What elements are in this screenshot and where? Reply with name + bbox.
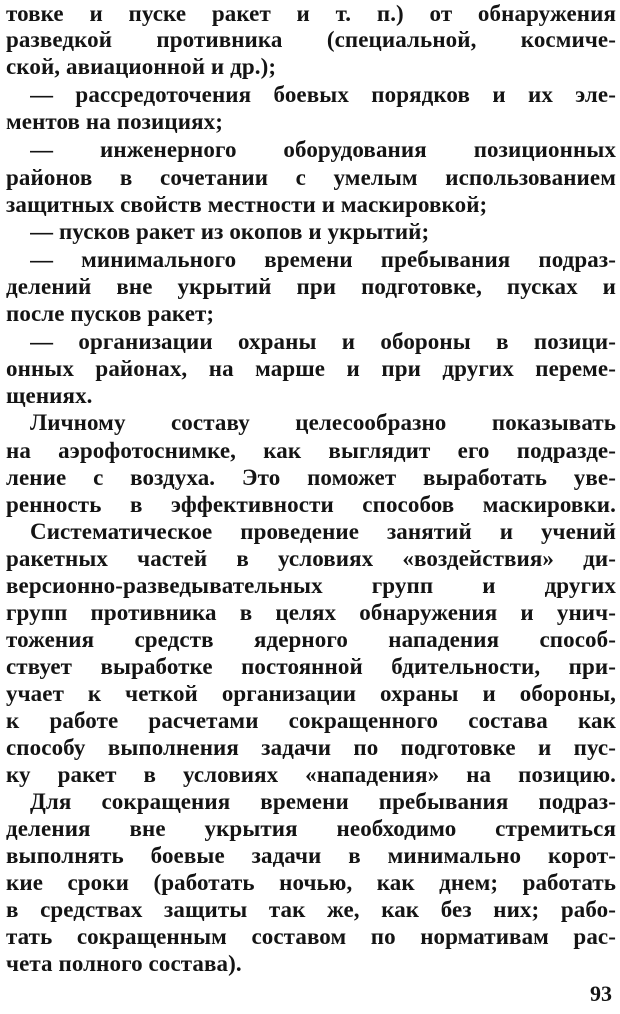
text-line: на аэрофотоснимке, как выглядит его подразде-	[6, 438, 616, 463]
text-line: ствует выработке постоянной бдительности, при-	[6, 654, 616, 679]
text-line: щениях.	[6, 383, 93, 408]
text-line: деления вне укрытия необходимо стремиться	[6, 816, 616, 841]
text-line: — минимального времени пребывания подраз-	[30, 247, 616, 272]
text-line: — организации охраны и обороны в позици-	[30, 329, 616, 354]
text-line: после пусков ракет;	[6, 301, 215, 326]
text-line: Систематическое проведение занятий и учений	[30, 519, 616, 544]
text-line: Личному составу целесообразно показывать	[30, 410, 616, 435]
text-line: Для сокращения времени пребывания подраз-	[30, 789, 616, 814]
text-line: — пусков ракет из окопов и укрытий;	[30, 219, 430, 244]
text-line: версионно-разведывательных групп и других	[6, 573, 616, 598]
text-line: районов в сочетании с умелым использованием	[6, 165, 616, 190]
text-line: кие сроки (работать ночью, как днем; работать	[6, 870, 616, 895]
page-number: 93	[590, 981, 612, 1006]
text-line: ской, авиационной и др.);	[6, 54, 277, 79]
text-line: защитных свойств местности и маскировкой;	[6, 192, 488, 217]
text-line: учает к четкой организации охраны и обороны,	[6, 681, 616, 706]
text-line: способу выполнения задачи по подготовке и пус-	[6, 735, 616, 760]
text-line: товке и пуске ракет и т. п.) от обнаружения	[6, 1, 616, 26]
text-line: ление с воздуха. Это поможет выработать уве-	[6, 465, 616, 490]
text-line: ку ракет в условиях «нападения» на позицию.	[6, 762, 616, 787]
text-line: онных районах, на марше и при других переме-	[6, 356, 616, 381]
text-line: тать сокращенным составом по нормативам рас-	[6, 924, 616, 949]
text-line: ментов на позициях;	[6, 109, 223, 134]
text-line: тожения средств ядерного нападения способ-	[6, 627, 616, 652]
text-line: делений вне укрытий при подготовке, пусках и	[6, 274, 616, 299]
text-line: групп противника в целях обнаружения и унич-	[6, 600, 616, 625]
text-line: к работе расчетами сокращенного состава как	[6, 708, 616, 733]
text-line: — инженерного оборудования позиционных	[30, 137, 616, 162]
text-line: — рассредоточения боевых порядков и их эле-	[30, 82, 616, 107]
text-line: ренность в эффективности способов маскировки.	[6, 492, 616, 517]
text-line: в средствах защиты так же, как без них; рабо-	[6, 897, 616, 922]
text-line: выполнять боевые задачи в минимально корот-	[6, 843, 616, 868]
text-line: ракетных частей в условиях «воздействия» ди-	[6, 546, 616, 571]
text-line: разведкой противника (специальной, космиче-	[6, 27, 616, 52]
text-line: чета полного состава).	[6, 951, 242, 976]
